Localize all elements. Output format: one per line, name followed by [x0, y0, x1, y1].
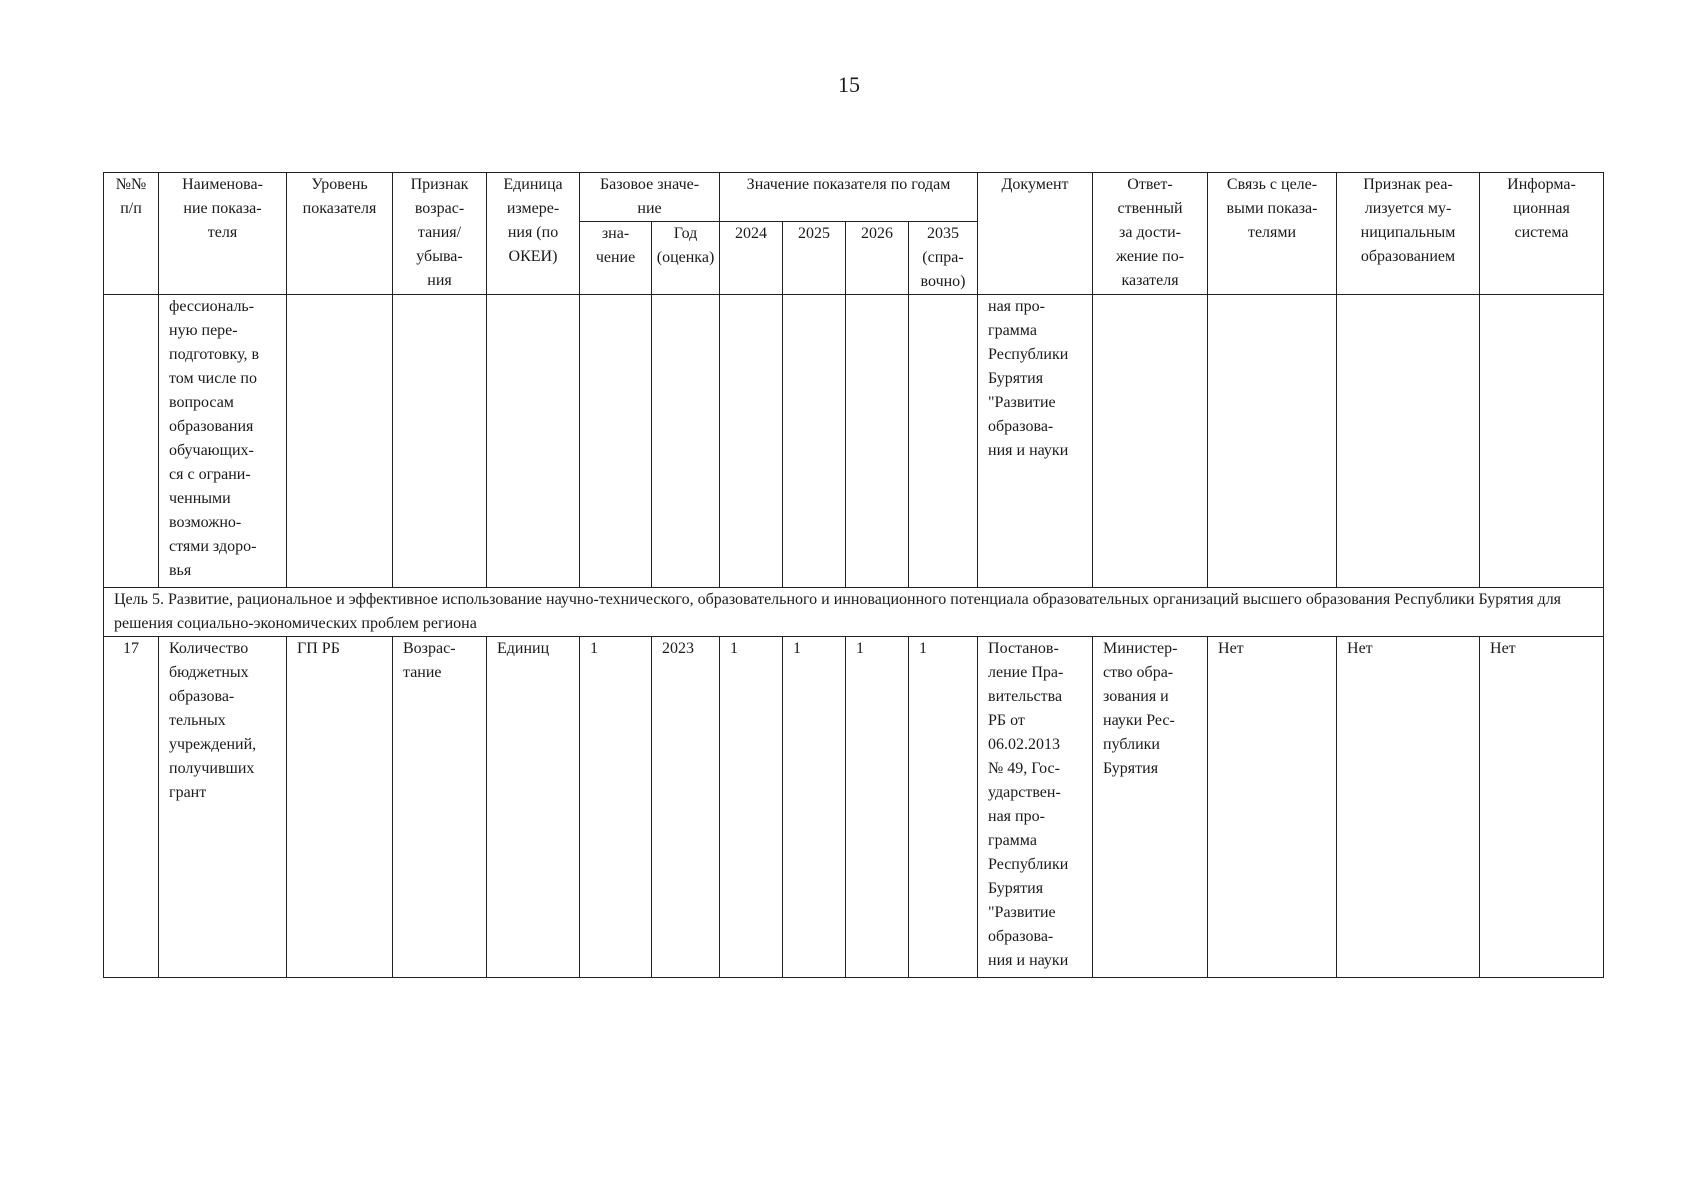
- row-unit: Единиц: [487, 637, 580, 978]
- header-responsible: Ответ- ственный за дости- жение по- казателя: [1093, 173, 1208, 295]
- header-trend: Признак возрас- тания/ убыва- ния: [393, 173, 487, 295]
- header-row-top: [104, 173, 1604, 222]
- row-num: 17: [104, 637, 159, 978]
- header-year-2025: 2025: [783, 222, 846, 295]
- header-year-2035: 2035 (спра- вочно): [909, 222, 978, 295]
- cont-base-year: [652, 295, 720, 588]
- row-base-year: 2023: [652, 637, 720, 978]
- cont-document: ная про- грамма Республики Бурятия "Развитие образова- ния и науки: [978, 295, 1093, 588]
- goal-text: Цель 5. Развитие, рациональное и эффективное использование научно-технического, образовательного и инновационного потенциала образовательных организаций высшего образования Республики Бурятия для решения социально-экономических проблем региона: [104, 588, 1604, 637]
- cont-unit: [487, 295, 580, 588]
- row-value-2024: 1: [720, 637, 783, 978]
- row-link: Нет: [1208, 637, 1337, 978]
- header-num: №№ п/п: [104, 173, 159, 295]
- row-name: Количество бюджетных образова- тельных учреждений, получивших грант: [159, 637, 287, 978]
- cont-link: [1208, 295, 1337, 588]
- row-base-value: 1: [580, 637, 652, 978]
- cont-responsible: [1093, 295, 1208, 588]
- row-responsible: Министер- ство обра- зования и науки Рес- публики Бурятия: [1093, 637, 1208, 978]
- row-value-2025: 1: [783, 637, 846, 978]
- header-year-2024: 2024: [720, 222, 783, 295]
- row-value-2026: 1: [846, 637, 909, 978]
- header-link: Связь с целе- выми показа- телями: [1208, 173, 1337, 295]
- header-municipal: Признак реа- лизуется му- ниципальным образованием: [1337, 173, 1480, 295]
- row-value-2035: 1: [909, 637, 978, 978]
- row-trend: Возрас- тание: [393, 637, 487, 978]
- header-base-year: Год (оценка): [652, 222, 720, 295]
- continuation-row: [104, 295, 1604, 588]
- cont-trend: [393, 295, 487, 588]
- header-level: Уровень показателя: [287, 173, 393, 295]
- row-document: Постанов- ление Пра- вительства РБ от 06.02.2013 № 49, Гос- ударствен- ная про- грамма Республики Бурятия "Развитие образова- ния и науки: [978, 637, 1093, 978]
- cont-2025: [783, 295, 846, 588]
- cont-info-system: [1480, 295, 1604, 588]
- row-level: ГП РБ: [287, 637, 393, 978]
- cont-2035: [909, 295, 978, 588]
- cont-name: фессиональ- ную пере- подготовку, в том числе по вопросам образования обучающих- ся с ограни- ченными возможно- стями здоро- вья: [159, 295, 287, 588]
- cont-num: [104, 295, 159, 588]
- cont-2024: [720, 295, 783, 588]
- row-municipal: Нет: [1337, 637, 1480, 978]
- header-name: Наименова- ние показа- теля: [159, 173, 287, 295]
- cont-level: [287, 295, 393, 588]
- page-number: 15: [838, 72, 860, 97]
- row-info-system: Нет: [1480, 637, 1604, 978]
- goal-row: [104, 588, 1604, 637]
- header-year-2026: 2026: [846, 222, 909, 295]
- cont-municipal: [1337, 295, 1480, 588]
- header-info-system: Информа- ционная система: [1480, 173, 1604, 295]
- table-row: [104, 637, 1604, 978]
- indicators-table: [103, 172, 1604, 978]
- cont-2026: [846, 295, 909, 588]
- header-base: Базовое значе- ние: [580, 173, 720, 222]
- header-unit: Единица измере- ния (по ОКЕИ): [487, 173, 580, 295]
- header-years-group: Значение показателя по годам: [720, 173, 978, 222]
- header-base-value: зна- чение: [580, 222, 652, 295]
- header-document: Документ: [978, 173, 1093, 295]
- cont-base-value: [580, 295, 652, 588]
